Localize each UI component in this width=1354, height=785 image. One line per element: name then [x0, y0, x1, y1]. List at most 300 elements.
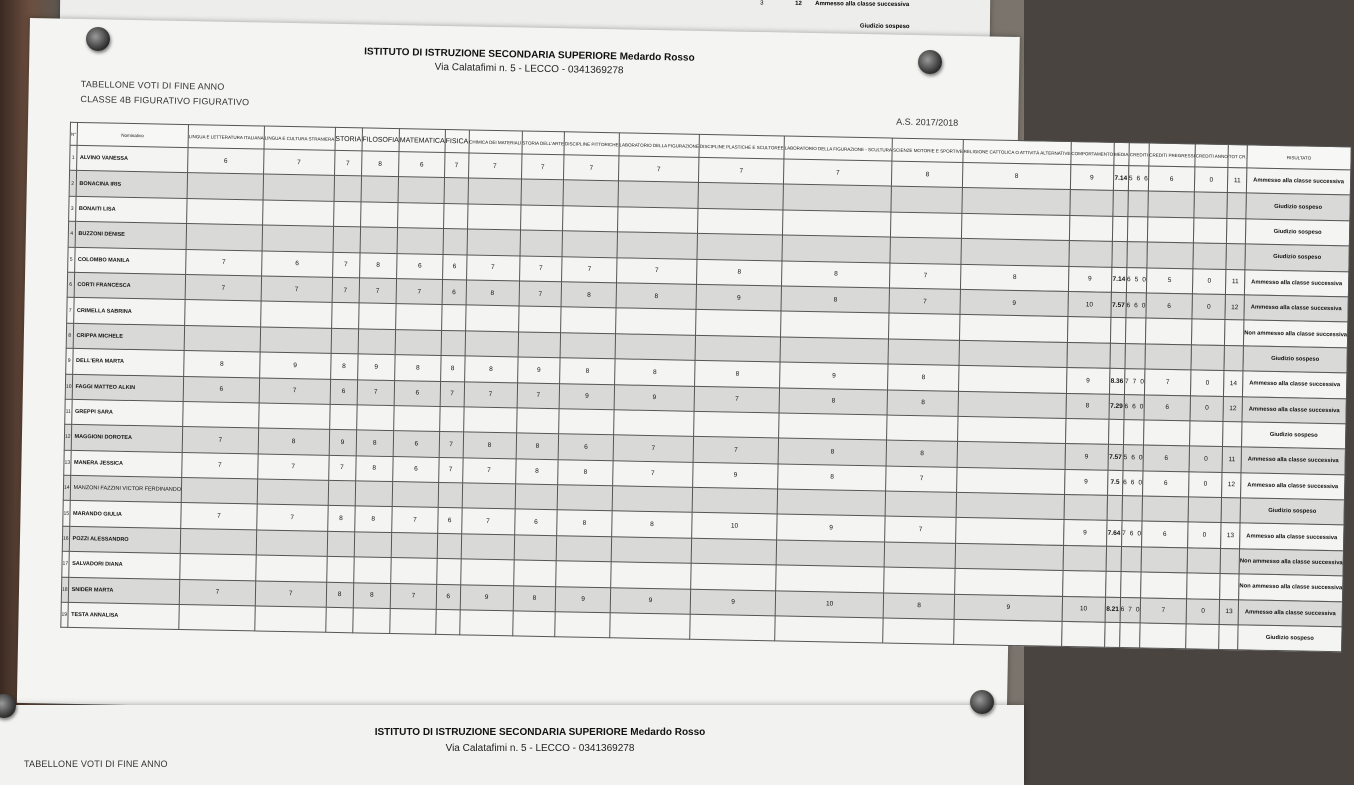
credits-year-cell [1188, 497, 1221, 523]
grade-cell [443, 229, 467, 255]
grade-cell [889, 313, 960, 340]
credits-year-cell [1193, 243, 1226, 269]
credits-cell [1120, 597, 1140, 623]
credits-prev-cell: 5 [1146, 268, 1193, 294]
grade-cell [884, 567, 955, 594]
row-number: 2 [69, 171, 76, 197]
row-number: 15 [63, 501, 70, 527]
grade-cell: 7 [390, 583, 436, 609]
credits-prev-cell [1142, 496, 1189, 522]
grade-cell: 9 [777, 514, 886, 541]
column-header: Nominativo [77, 122, 189, 147]
result-cell: Giudizio sospeso [1240, 498, 1344, 525]
column-header: STORIA [335, 127, 362, 151]
grades-table [60, 122, 1351, 653]
student-name: FAGGI MATTEO ALKIN [72, 374, 184, 402]
average-cell: 7.14 [1113, 165, 1129, 191]
grade-cell: 7 [564, 155, 619, 181]
result-cell: Non ammesso alla classe successiva [1239, 549, 1343, 576]
grade-cell: 7 [521, 154, 564, 180]
row-number: 5 [68, 247, 75, 273]
grade-cell [468, 178, 522, 204]
grade-cell [516, 408, 559, 434]
grade-cell: 9 [1064, 469, 1107, 495]
total-credits-cell: 12 [1222, 472, 1241, 498]
credits-prev-cell [1140, 572, 1187, 598]
grade-cell: 8 [466, 280, 520, 306]
grade-cell: 6 [559, 434, 614, 460]
credits-cell [1128, 191, 1148, 217]
grade-cell [444, 178, 468, 204]
credits-year-cell: 0 [1189, 446, 1222, 472]
grade-cell [180, 554, 256, 581]
grade-cell: 7 [618, 156, 699, 183]
column-header: N° [70, 122, 77, 145]
column-header: CREDITI ANNO [1195, 144, 1228, 168]
previous-sheet-cell: 12 [795, 0, 802, 7]
column-header: DISCIPLINE PITTORICHE [564, 132, 619, 156]
grade-cell [354, 532, 392, 558]
credits-prev-cell [1143, 420, 1190, 446]
pushpin-icon [970, 690, 994, 714]
grade-cell: 8 [184, 351, 260, 378]
grade-cell: 7 [259, 377, 330, 404]
grade-cell: 8 [361, 151, 399, 177]
credits-cell [1122, 496, 1142, 522]
grade-cell: 9 [517, 357, 560, 383]
credits-prev-cell: 7 [1144, 369, 1191, 395]
credit-value: 0 [1137, 530, 1142, 538]
next-sheet [0, 705, 1024, 785]
grade-cell [394, 405, 440, 431]
credits-cell [1125, 343, 1145, 369]
credits-cell [1126, 293, 1146, 319]
grade-cell [1067, 342, 1110, 368]
grade-cell [187, 173, 263, 200]
credit-value: 6 [1136, 174, 1141, 183]
grade-cell: 10 [1068, 291, 1111, 317]
total-credits-cell [1220, 548, 1239, 574]
grade-cell: 8 [778, 438, 887, 465]
column-header: FILOSOFIA [362, 128, 400, 152]
column-header: CREDITI [1129, 143, 1149, 166]
grade-cell: 8 [516, 433, 559, 459]
student-name: CRIPPA MICHELE [73, 323, 185, 351]
grade-cell [513, 560, 556, 586]
grade-cell [184, 325, 260, 352]
row-number: 16 [62, 526, 69, 552]
grade-cell [327, 531, 354, 557]
credits-prev-cell [1145, 318, 1192, 344]
total-credits-cell: 13 [1221, 523, 1240, 549]
grade-cell: 9 [260, 352, 331, 379]
credits-year-cell: 0 [1193, 268, 1226, 294]
grade-cell: 7 [694, 386, 779, 413]
total-credits-cell: 11 [1226, 269, 1245, 295]
credit-value: 6 [1130, 479, 1135, 487]
grade-cell [440, 406, 464, 432]
pushpin-icon [918, 50, 942, 74]
credit-value: 6 [1126, 301, 1131, 309]
credits-prev-cell [1145, 344, 1192, 370]
credits-year-cell: 0 [1188, 522, 1221, 548]
grade-cell [329, 404, 356, 430]
grade-cell: 7 [181, 503, 257, 530]
credit-value: 7 [1128, 606, 1132, 614]
grade-cell: 8 [330, 353, 357, 379]
grade-cell: 6 [514, 509, 557, 535]
result-cell: Ammesso alla classe successiva [1245, 269, 1349, 296]
grade-cell [884, 542, 955, 569]
grade-cell: 7 [186, 249, 262, 276]
grade-cell [888, 339, 959, 366]
grade-cell [779, 413, 888, 440]
student-name: CORTI FRANCESCA [74, 272, 186, 300]
grade-cell: 7 [468, 153, 522, 179]
grade-cell: 6 [393, 456, 439, 482]
grade-cell: 7 [889, 288, 960, 315]
average-cell [1104, 622, 1120, 648]
grade-cell [353, 557, 391, 583]
column-header: SCIENZE MOTORIE E SPORTIVE [892, 138, 963, 162]
grade-cell [520, 205, 563, 231]
grade-cell: 7 [263, 149, 334, 176]
average-cell [1111, 241, 1127, 267]
average-cell: 8.36 [1109, 368, 1125, 394]
grade-cell [559, 409, 614, 435]
credit-value: 6 [1126, 276, 1131, 284]
grade-cell: 8 [356, 430, 394, 456]
grade-cell [518, 306, 561, 332]
credits-prev-cell: 6 [1144, 394, 1191, 420]
column-header: LABORATORIO DELLA FIGURAZIONE [619, 133, 700, 158]
grade-cell: 7 [461, 508, 515, 534]
grade-cell [891, 212, 962, 239]
grade-cell: 8 [354, 506, 392, 532]
grade-cell [883, 618, 954, 645]
student-name: MARANDO GIULIA [69, 501, 181, 529]
grade-cell: 9 [1068, 266, 1111, 292]
grade-cell: 8 [463, 432, 517, 458]
grade-cell: 7 [519, 281, 562, 307]
grade-cell [611, 562, 692, 589]
average-cell [1105, 572, 1121, 598]
grade-cell [263, 174, 334, 201]
grade-cell: 8 [395, 355, 441, 381]
grade-cell: 7 [182, 427, 258, 454]
grade-cell [360, 202, 398, 228]
grade-cell [391, 558, 437, 584]
grade-cell [512, 611, 555, 637]
credits-prev-cell [1147, 242, 1194, 268]
credit-value: 7 [1125, 377, 1129, 385]
grade-cell: 8 [883, 593, 954, 620]
grade-cell: 6 [399, 152, 445, 178]
result-cell: Giudizio sospeso [1246, 193, 1350, 220]
grade-cell: 7 [332, 252, 359, 278]
column-header: RISULTATO [1247, 145, 1351, 170]
grade-cell: 8 [1066, 393, 1109, 419]
student-name: SNIDER MARTA [68, 577, 180, 605]
column-header: DISCIPLINE PLASTICHE E SCULTOREE [699, 134, 784, 159]
result-cell: Ammesso alla classe successiva [1244, 295, 1348, 322]
grade-cell: 8 [778, 464, 887, 491]
grade-cell [782, 235, 891, 262]
grade-cell [360, 227, 398, 253]
grade-cell [398, 202, 444, 228]
result-cell: Ammesso alla classe successiva [1246, 168, 1350, 195]
credit-value: 0 [1141, 302, 1146, 310]
student-name: BONAITI LISA [75, 196, 187, 224]
average-cell: 7.14 [1111, 267, 1127, 293]
grade-cell [962, 213, 1070, 240]
grade-cell [437, 533, 461, 559]
grade-cell [463, 407, 517, 433]
grade-cell [691, 538, 776, 565]
grade-cell: 9 [556, 586, 611, 612]
grade-cell [390, 609, 436, 635]
credits-prev-cell [1148, 191, 1195, 217]
grade-cell [328, 480, 355, 506]
grade-cell [695, 335, 780, 362]
row-number: 12 [64, 425, 71, 451]
credits-cell [1121, 546, 1141, 572]
grade-cell: 8 [782, 261, 891, 288]
grade-cell [617, 207, 698, 234]
grade-cell: 6 [442, 279, 466, 305]
grade-cell [887, 415, 958, 442]
row-number: 11 [65, 399, 72, 425]
grade-cell [325, 607, 352, 633]
grade-cell [562, 231, 617, 257]
grade-cell [955, 543, 1063, 570]
credits-cell [1123, 445, 1143, 471]
grade-cell [560, 332, 615, 358]
grade-cell [611, 537, 692, 564]
grade-cell: 8 [888, 364, 959, 391]
grade-cell [962, 188, 1070, 215]
school-address: Via Calatafimi n. 5 - LECCO - 0341369278 [445, 743, 635, 754]
row-number: 14 [63, 475, 70, 501]
total-credits-cell: 12 [1225, 294, 1244, 320]
total-credits-cell [1227, 193, 1246, 219]
column-header: COMPORTAMENTO [1071, 142, 1114, 166]
grade-cell: 7 [612, 460, 693, 487]
grade-cell [398, 177, 444, 203]
row-number: 9 [66, 348, 73, 374]
grade-cell: 9 [780, 362, 889, 389]
grade-cell [467, 204, 521, 230]
credit-value: 5 [1134, 276, 1139, 284]
grade-cell: 9 [696, 284, 781, 311]
average-cell [1112, 191, 1128, 217]
grade-cell: 8 [560, 358, 615, 384]
grade-cell [397, 228, 443, 254]
result-cell: Giudizio sospeso [1242, 422, 1346, 449]
total-credits-cell [1221, 498, 1240, 524]
grade-cell: 7 [440, 381, 464, 407]
grade-cell [514, 535, 557, 561]
average-cell [1107, 495, 1123, 521]
grade-cell: 7 [332, 277, 359, 303]
grade-cell [442, 305, 466, 331]
grade-cell: 8 [616, 283, 697, 310]
grade-cell [358, 303, 396, 329]
grade-cell: 7 [693, 437, 778, 464]
grade-cell [181, 478, 257, 505]
credits-year-cell [1187, 548, 1220, 574]
column-header: MATEMATICA [399, 129, 445, 153]
result-cell: Ammesso alla classe successiva [1241, 447, 1345, 474]
credits-year-cell [1190, 421, 1223, 447]
credit-value: 5 [1123, 454, 1128, 462]
credits-prev-cell: 6 [1146, 293, 1193, 319]
grade-cell [776, 565, 885, 592]
grade-cell: 6 [438, 508, 462, 534]
grade-cell [890, 237, 961, 264]
grade-cell: 8 [614, 359, 695, 386]
column-header: LINGUA E CULTURA STRANIERA [264, 126, 335, 150]
grade-cell [954, 619, 1062, 646]
column-header: RELIGIONE CATTOLICA O ATTIVITÀ ALTERNATIVE [963, 139, 1071, 164]
credits-year-cell: 0 [1186, 598, 1219, 624]
grade-cell [783, 184, 892, 211]
grade-cell: 8 [886, 440, 957, 467]
credits-cell [1119, 623, 1139, 649]
grade-cell [1062, 571, 1105, 597]
grade-cell [958, 391, 1066, 418]
grade-cell [961, 239, 1069, 266]
grade-cell: 8 [611, 511, 692, 538]
grade-cell: 8 [355, 456, 393, 482]
result-cell: Ammesso alla classe successiva [1240, 523, 1344, 550]
grade-cell: 7 [328, 455, 355, 481]
average-cell [1106, 546, 1122, 572]
student-name: SALVADORI DIANA [68, 552, 180, 580]
average-cell [1112, 216, 1128, 242]
grade-cell: 7 [616, 257, 697, 284]
grade-cell [615, 334, 696, 361]
column-header: MEDIA [1113, 142, 1129, 165]
credits-prev-cell: 6 [1143, 445, 1190, 471]
grade-cell [697, 234, 782, 261]
grade-cell [391, 532, 437, 558]
school-address: Via Calatafimi n. 5 - LECCO - 0341369278 [434, 61, 624, 77]
grade-cell: 7 [359, 278, 397, 304]
average-cell: 7.57 [1108, 445, 1124, 471]
credit-value: 0 [1138, 454, 1143, 462]
grade-cell: 9 [1070, 165, 1113, 191]
grade-cell [694, 411, 779, 438]
grade-cell [781, 311, 890, 338]
grade-cell: 8 [326, 582, 353, 608]
average-cell: 7.57 [1111, 292, 1127, 318]
total-credits-cell [1223, 421, 1242, 447]
class-label: CLASSE 4B FIGURATIVO FIGURATIVO [80, 93, 250, 108]
grade-cell [333, 227, 360, 253]
column-header: CREDITI PREGRESSI [1149, 143, 1196, 167]
grade-cell [960, 315, 1068, 342]
row-number: 18 [61, 577, 68, 603]
grade-cell [557, 536, 612, 562]
row-number: 13 [64, 450, 71, 476]
result-cell: Ammesso alla classe successiva [1238, 599, 1342, 626]
credits-year-cell [1194, 192, 1227, 218]
grade-cell [183, 401, 259, 428]
grade-cell [615, 308, 696, 335]
grade-cell [1061, 621, 1104, 647]
total-credits-cell [1219, 624, 1238, 650]
student-name: BUZZONI DENISE [75, 222, 187, 250]
grade-cell [1064, 495, 1107, 521]
credits-cell [1124, 369, 1144, 395]
grade-cell: 7 [784, 159, 893, 186]
grade-cell [520, 230, 563, 256]
credit-value: 6 [1134, 301, 1138, 309]
grade-cell [617, 232, 698, 259]
grade-cell: 9 [693, 462, 778, 489]
grade-cell: 8 [961, 264, 1069, 291]
grade-cell: 6 [436, 584, 460, 610]
previous-sheet-result: Ammesso alla classe successiva [815, 1, 910, 9]
grade-cell: 7 [257, 504, 328, 531]
grade-cell: 7 [890, 263, 961, 290]
grade-cell: 8 [892, 161, 963, 188]
row-number: 17 [62, 551, 69, 577]
grade-cell [612, 486, 693, 513]
grade-cell [334, 176, 361, 202]
credits-cell [1121, 521, 1141, 547]
grade-cell: 9 [560, 383, 615, 409]
grade-cell: 9 [690, 589, 775, 616]
grade-cell [698, 208, 783, 235]
result-cell: Ammesso alla classe successiva [1242, 396, 1346, 423]
column-header: LINGUA E LETTERATURA ITALIANA [188, 125, 264, 149]
grade-cell [179, 605, 255, 632]
grade-cell: 6 [261, 251, 332, 278]
grade-cell [515, 484, 558, 510]
grade-cell [957, 467, 1065, 494]
total-credits-cell: 11 [1222, 447, 1241, 473]
credits-cell [1125, 318, 1145, 344]
student-name: MAGGIONI DOROTEA [71, 425, 183, 453]
total-credits-cell [1226, 244, 1245, 270]
total-credits-cell: 13 [1219, 599, 1238, 625]
grade-cell [396, 304, 442, 330]
document-title: TABELLONE VOTI DI FINE ANNO [24, 759, 168, 769]
credits-year-cell: 0 [1192, 294, 1225, 320]
credits-year-cell [1192, 319, 1225, 345]
grade-cell [518, 332, 561, 358]
grade-cell [783, 210, 892, 237]
total-credits-cell [1224, 345, 1243, 371]
grade-cell: 9 [610, 587, 691, 614]
grade-cell [698, 183, 783, 210]
credits-cell [1126, 267, 1146, 293]
credit-value: 6 [1120, 606, 1125, 614]
grade-cell [437, 559, 461, 585]
credit-value: 6 [1131, 454, 1135, 462]
total-credits-cell: 12 [1223, 396, 1242, 422]
student-name: GREPPI SARA [71, 399, 183, 427]
grade-cell: 6 [330, 379, 357, 405]
result-cell: Ammesso alla classe successiva [1243, 371, 1347, 398]
grade-cell [467, 229, 521, 255]
result-cell: Giudizio sospeso [1245, 244, 1349, 271]
credits-prev-cell: 6 [1142, 471, 1189, 497]
grade-cell [563, 180, 618, 206]
grade-cell [465, 331, 519, 357]
